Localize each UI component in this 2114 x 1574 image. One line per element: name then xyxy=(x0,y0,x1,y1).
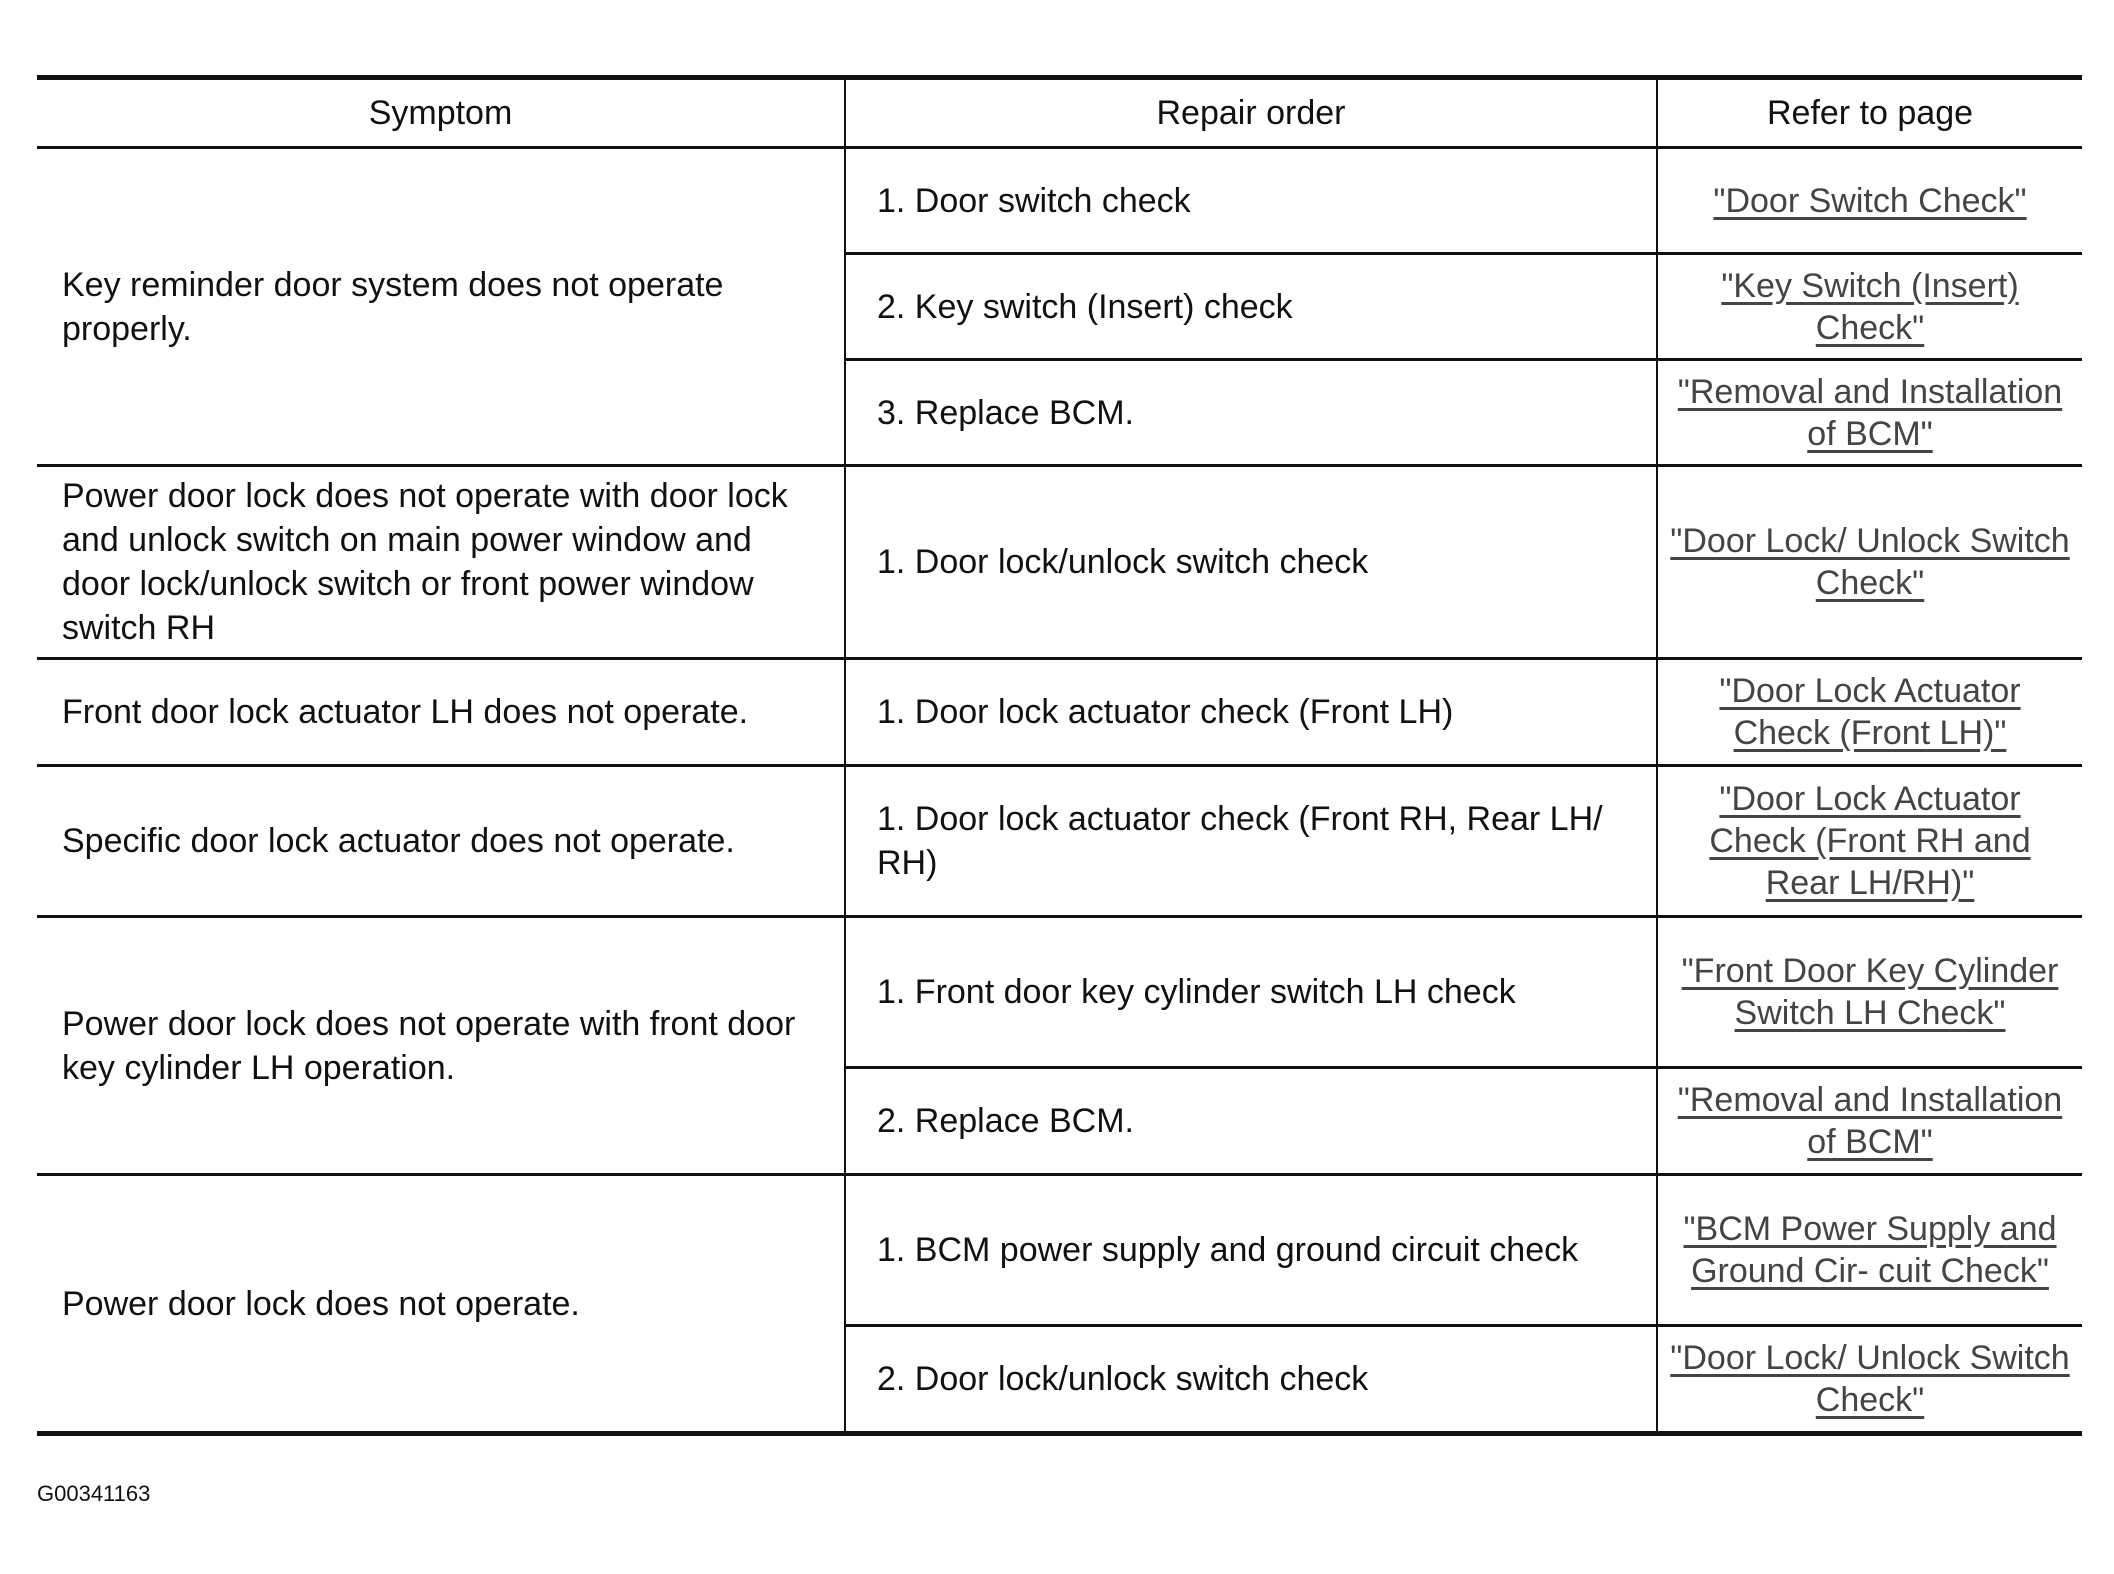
symptom-cell: Power door lock does not operate with front door key cylinder LH operation. xyxy=(37,917,845,1175)
reference-cell xyxy=(1657,1326,2082,1434)
symptom-cell: Power door lock does not operate with door lock and unlock switch on main power window and door lock/unlock switch or front power window switch RH xyxy=(37,466,845,659)
reference-cell xyxy=(1657,254,2082,360)
reference-link[interactable]: "Front Door Key Cylinder Switch LH Check" xyxy=(1681,952,2059,1032)
table-row xyxy=(37,148,2082,254)
table-row xyxy=(37,917,2082,1068)
reference-cell xyxy=(1657,148,2082,254)
reference-cell xyxy=(1657,466,2082,659)
table-row xyxy=(37,466,2082,659)
table-header-row xyxy=(37,78,2082,148)
reference-link[interactable]: "Door Lock Actuator Check (Front LH)" xyxy=(1719,672,2021,752)
reference-link[interactable]: "Door Lock/ Unlock Switch Check" xyxy=(1670,1339,2070,1419)
repair-step-cell: 1. Door lock actuator check (Front RH, Rear LH/ RH) xyxy=(845,766,1657,917)
reference-cell xyxy=(1657,659,2082,766)
troubleshooting-table xyxy=(37,75,2082,1436)
symptom-cell: Key reminder door system does not operate properly. xyxy=(37,148,845,466)
reference-cell xyxy=(1657,1175,2082,1326)
table-row xyxy=(37,1175,2082,1326)
reference-cell xyxy=(1657,917,2082,1068)
table-row xyxy=(37,766,2082,917)
header-refer-to-page: Refer to page xyxy=(1657,78,2082,148)
table-row xyxy=(37,659,2082,766)
repair-step-cell: 1. Door switch check xyxy=(845,148,1657,254)
troubleshooting-sheet xyxy=(37,75,2082,1436)
figure-code: G00341163 xyxy=(37,1481,151,1506)
symptom-cell: Front door lock actuator LH does not operate. xyxy=(37,659,845,766)
symptom-cell: Power door lock does not operate. xyxy=(37,1175,845,1434)
repair-step-cell: 1. BCM power supply and ground circuit check xyxy=(845,1175,1657,1326)
reference-link[interactable]: "Door Switch Check" xyxy=(1713,181,2027,220)
reference-cell xyxy=(1657,1068,2082,1175)
repair-step-cell: 2. Replace BCM. xyxy=(845,1068,1657,1175)
repair-step-cell: 3. Replace BCM. xyxy=(845,360,1657,466)
repair-step-cell: 2. Door lock/unlock switch check xyxy=(845,1326,1657,1434)
reference-link[interactable]: "Removal and Installation of BCM" xyxy=(1677,1081,2063,1161)
reference-link[interactable]: "BCM Power Supply and Ground Cir- cuit Check" xyxy=(1683,1210,2057,1290)
header-repair-order: Repair order xyxy=(845,78,1657,148)
repair-step-cell: 1. Door lock actuator check (Front LH) xyxy=(845,659,1657,766)
repair-step-cell: 2. Key switch (Insert) check xyxy=(845,254,1657,360)
reference-link[interactable]: "Key Switch (Insert) Check" xyxy=(1721,266,2019,347)
reference-cell xyxy=(1657,360,2082,466)
symptom-cell: Specific door lock actuator does not operate. xyxy=(37,766,845,917)
reference-link[interactable]: "Door Lock Actuator Check (Front RH and Rear LH/RH)" xyxy=(1709,780,2031,902)
reference-link[interactable]: "Removal and Installation of BCM" xyxy=(1677,372,2063,453)
repair-step-cell: 1. Door lock/unlock switch check xyxy=(845,466,1657,659)
repair-step-cell: 1. Front door key cylinder switch LH check xyxy=(845,917,1657,1068)
reference-link[interactable]: "Door Lock/ Unlock Switch Check" xyxy=(1670,522,2070,602)
reference-cell xyxy=(1657,766,2082,917)
header-symptom: Symptom xyxy=(37,78,845,148)
